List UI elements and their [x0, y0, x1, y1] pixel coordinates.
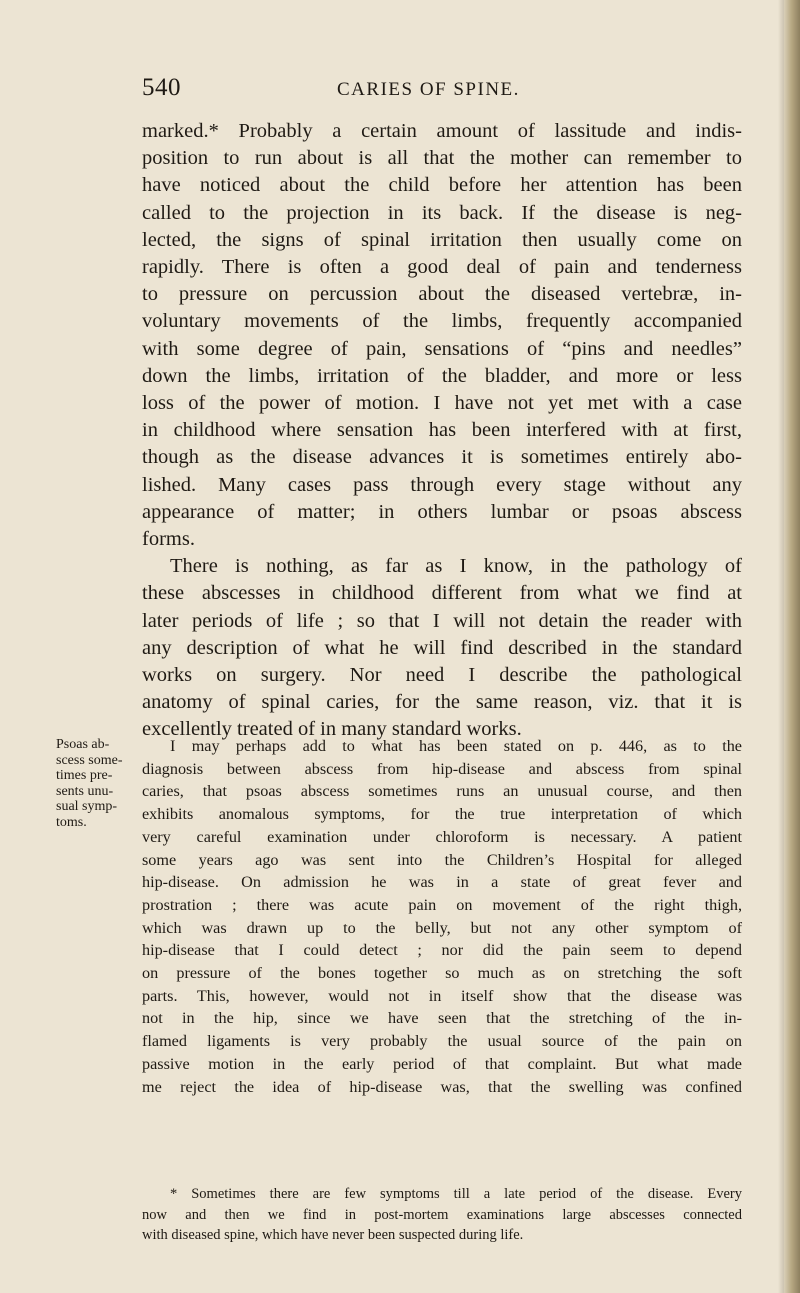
- page-edge: [784, 0, 800, 1293]
- small-print-paragraph: [142, 735, 742, 1098]
- text-line: hip-disease. On admission he was in a state of great fever and: [142, 873, 742, 892]
- text-line: to pressure on percussion about the diseased vertebræ, in-: [142, 283, 742, 306]
- text-line: passive motion in the early period of that complaint. But what made: [142, 1054, 742, 1073]
- margin-note-line: scess some-: [56, 752, 123, 768]
- footnote-line: with diseased spine, which have never been suspected during life.: [142, 1227, 524, 1243]
- text-line: flamed ligaments is very probably the usual source of the pain on: [142, 1032, 742, 1051]
- text-line: with some degree of pain, sensations of “pins and needles”: [142, 337, 742, 360]
- running-head: CARIES OF SPINE.: [337, 79, 520, 100]
- margin-note-line: times pre-: [56, 768, 113, 783]
- text-line: anatomy of spinal caries, for the same reason, viz. that it is: [142, 691, 742, 714]
- text-line: me reject the idea of hip-disease was, that the swelling was confined: [142, 1077, 742, 1096]
- text-line: though as the disease advances it is sometimes entirely abo-: [142, 446, 742, 469]
- page-header: [0, 74, 800, 104]
- text-line: position to run about is all that the mother can remember to: [142, 147, 742, 170]
- margin-note-line: sual symp-: [56, 799, 118, 814]
- text-line: down the limbs, irritation of the bladder, and more or less: [142, 364, 742, 387]
- text-line: not in the hip, since we have seen that the stretching of the in-: [142, 1009, 742, 1028]
- text-line: works on surgery. Nor need I describe the pathological: [142, 664, 742, 687]
- text-line: have noticed about the child before her attention has been: [142, 174, 742, 197]
- text-line: any description of what he will find described in the standard: [142, 636, 742, 659]
- text-line: on pressure of the bones together so much as on stretching the soft: [142, 964, 742, 983]
- margin-note-line: sents unu-: [56, 783, 114, 799]
- text-line: these abscesses in childhood different from what we find at: [142, 582, 742, 605]
- footnote: [142, 1184, 742, 1246]
- footnote-line: now and then we find in post-mortem examinations large abscesses connected: [142, 1206, 742, 1223]
- text-line: later periods of life ; so that I will not detain the reader with: [142, 609, 742, 632]
- text-line: loss of the power of motion. I have not yet met with a case: [142, 392, 742, 415]
- text-line: some years ago was sent into the Children’s Hospital for alleged: [142, 850, 742, 869]
- text-line: prostration ; there was acute pain on movement of the right thigh,: [142, 895, 742, 914]
- text-line: I may perhaps add to what has been stated on p. 446, as to the: [170, 737, 742, 755]
- text-line: forms.: [142, 528, 195, 551]
- text-line: marked.* Probably a certain amount of lassitude and indis-: [142, 120, 742, 142]
- text-line: hip-disease that I could detect ; nor did the pain seem to depend: [142, 941, 742, 960]
- main-text: [142, 118, 742, 744]
- text-line: which was drawn up to the belly, but not any other symptom of: [142, 918, 742, 937]
- text-line: exhibits anomalous symptoms, for the true interpretation of which: [142, 805, 742, 824]
- text-line: diagnosis between abscess from hip-disease and abscess from spinal: [142, 759, 742, 778]
- text-line: very careful examination under chloroform is necessary. A patient: [142, 827, 742, 846]
- text-line: parts. This, however, would not in itself show that the disease was: [142, 986, 742, 1005]
- text-line: There is nothing, as far as I know, in the pathology of: [170, 555, 742, 578]
- text-line: appearance of matter; in others lumbar or psoas abscess: [142, 500, 742, 523]
- footnote-line: * Sometimes there are few symptoms till a late period of the disease. Every: [170, 1186, 742, 1202]
- text-line: lished. Many cases pass through every stage without any: [142, 473, 742, 496]
- margin-note: [56, 737, 140, 830]
- text-line: voluntary movements of the limbs, frequently accompanied: [142, 310, 742, 333]
- margin-note-line: toms.: [56, 814, 87, 830]
- text-line: lected, the signs of spinal irritation then usually come on: [142, 228, 742, 251]
- text-line: rapidly. There is often a good deal of pain and tenderness: [142, 256, 742, 279]
- margin-note-line: Psoas ab-: [56, 737, 110, 752]
- text-line: in childhood where sensation has been interfered with at first,: [142, 419, 742, 442]
- text-line: excellently treated of in many standard works.: [142, 718, 522, 741]
- text-line: called to the projection in its back. If the disease is neg-: [142, 201, 742, 224]
- page-number: 540: [142, 74, 181, 101]
- text-line: caries, that psoas abscess sometimes runs an unusual course, and then: [142, 782, 742, 801]
